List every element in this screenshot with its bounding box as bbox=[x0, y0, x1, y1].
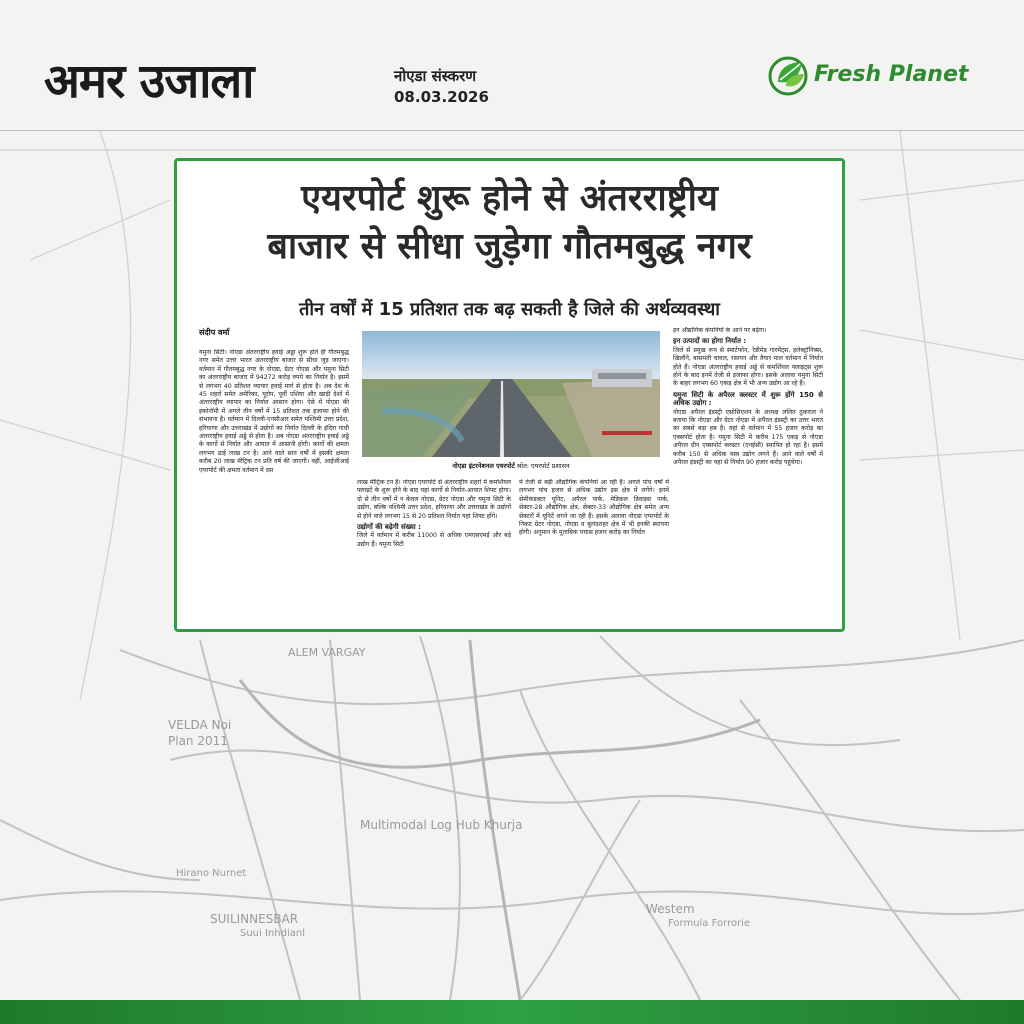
newspaper-masthead: अमर उजाला bbox=[44, 54, 254, 109]
column-2-text-a: लाख मीट्रिक टन है। नोएडा एयरपोर्ट से अंतरराष्ट्रीय शहरों में कमर्शियल फ्लाइटें के शुरू होने के बाद यहां कार्गो से निर्यात-आयात शिफ्ट होगा। दो से तीन वर्षों में न केवल नोएडा, ग्रेटर नोएडा और यमुना सिटी के उद्योग, बल्कि पश्चिमी उत्तर प्रदेश, हरियाणा और उत्तराखंड के उद्योगों से होने वाले लगभग 15 से 20 प्रतिशत निर्यात यहां शिफ्ट होंगे। bbox=[357, 479, 511, 520]
column-4-text-c: नोएडा अपैरल इंडस्ट्री एसोसिएशन के अध्यक्ष ललित ठुकराल ने बताया कि नोएडा और ग्रेटर नोएडा में अपैरल इंडस्ट्री का उत्तर भारत का सबसे बड़ा हब है। यहां से वर्तमान में 55 हजार करोड़ का एक्सपोर्ट होता है। यमुना सिटी में करीब 175 एकड़ से नोएडा अपैरल ग्रीन एक्सपोर्ट क्लस्टर (एनईसी) स्थापित हो रहा है। इसमें करीब 150 से अधिक वस्त्र उद्योग लगने हैं। आने वाले वर्षों में अपैरल इंडस्ट्री का यहां से निर्यात 90 हजार करोड़ पहुंचेगा। bbox=[673, 408, 823, 467]
brand-name: Fresh Planet bbox=[814, 62, 969, 87]
photo-caption bbox=[362, 459, 660, 473]
column-2-text-b: जिले में वर्तमान में करीब 11000 से अधिक एमएसएमई और बड़े उद्योग हैं। यमुना सिटी bbox=[357, 532, 511, 548]
map-label: VELDA Noi bbox=[168, 718, 232, 732]
map-label: Hirano Nurnet bbox=[176, 868, 247, 879]
article-subheadline: तीन वर्षों में 15 प्रतिशत तक बढ़ सकती है जिले की अर्थव्यवस्था bbox=[299, 299, 720, 320]
headline-line-1: एयरपोर्ट शुरू होने से अंतरराष्ट्रीय bbox=[301, 178, 718, 219]
photo-credit: स्रोत: एयरपोर्ट प्रशासन bbox=[516, 462, 570, 470]
news-clipping bbox=[174, 158, 845, 632]
map-label: SUILINNESBAR bbox=[210, 912, 299, 926]
column-4-text-b: जिले से प्रमुख रूप से स्मार्टफोन, रेडीमेड गारमेंट्स, इलेक्ट्रॉनिक्स, खिलौने, बासमती चावल, रसायन और तैयार माल वर्तमान में निर्यात होते हैं। नोएडा अंतरराष्ट्रीय हवाई अड्डे से कमर्शियल फ्लाइट्स शुरू होने के बाद इनमें तेजी से इजाफा होगा। इसके अलावा यमुना सिटी के बाहर लगभग 60 एकड़ क्षेत्र में भी अन्य उद्योग आ रहे हैं। bbox=[673, 346, 823, 388]
page-header bbox=[0, 0, 1024, 135]
article-byline: संदीप वर्मा bbox=[199, 328, 230, 337]
map-label: Formula Forrorie bbox=[668, 918, 751, 929]
section-heading-exports: इन उत्पादों का होगा निर्यात : bbox=[673, 337, 747, 346]
section-heading-apparel-cluster: यमुना सिटी के अपैरल क्लस्टर में शुरू होंगे 150 से अधिक उद्योग : bbox=[673, 390, 823, 408]
header-divider bbox=[0, 130, 1024, 131]
airport-runway-image bbox=[362, 331, 660, 457]
headline-line-2: बाजार से सीधा जुड़ेगा गौतमबुद्ध नगर bbox=[267, 226, 752, 267]
article-column-2 bbox=[357, 479, 511, 617]
edition-label: नोएडा संस्करण bbox=[394, 67, 477, 85]
airport-photo bbox=[362, 331, 660, 457]
edition-date: 08.03.2026 bbox=[394, 88, 489, 106]
article-column-1: यमुना सिटी। नोएडा अंतरराष्ट्रीय हवाई अड्डा शुरू होते ही गौतमबुद्ध नगर समेत उत्तर भारत अंतरराष्ट्रीय बाजार से सीधा जुड़ जाएगा। वर्तमान में गौतमबुद्ध नगर के नोएडा, ग्रेटर नोएडा और यमुना सिटी का अंतरराष्ट्रीय बाजार में 94272 करोड़ रुपये का निर्यात है। इसमें से लगभग 40 प्रतिशत व्यापार हवाई मार्ग से होता है। अब देश के 45 शहरों समेत अमेरिका, यूरोप, पूर्वी एशिया और खाड़ी देशों में अंतरराष्ट्रीय व्यापार का निर्यात आसान होगा। ऐसे में नोएडा की इकोनॉमी में अगले तीन वर्षों में 15 प्रतिशत तक इजाफा होने की संभावना है। वर्तमान में दिल्ली-एनसीआर समेत पश्चिमी उत्तर प्रदेश, हरियाणा और उत्तराखंड में उद्योगों का निर्यात दिल्ली के इंदिरा गांधी अंतरराष्ट्रीय हवाई अड्डे से होता है। अब नोएडा अंतरराष्ट्रीय हवाई अड्डे के कार्गो से निर्यात और आयात में आसानी होगी। कार्गो की क्षमता लगभग ढाई लाख टन है। आने वाले सात वर्षों में इसकी क्षमता करीब 20 लाख मीट्रिक टन प्रति वर्ष की जाएगी। वहीं, आईजीआई एयरपोर्ट की क्षमता वर्तमान में दस bbox=[199, 349, 349, 474]
brand-logo bbox=[766, 52, 1006, 102]
footer-green-bar bbox=[0, 1000, 1024, 1024]
map-label: ALEM VARGAY bbox=[288, 646, 366, 659]
map-label: Westem bbox=[646, 902, 695, 916]
column-4-text-a: इन औद्योगिक कंपनियों के आने पर बढ़ेगा। bbox=[673, 327, 767, 334]
article-column-4 bbox=[673, 327, 823, 615]
article-column-3: में तेजी से बड़ी औद्योगिक कंपनियां आ रही हैं। अगले पांच वर्षों में लगभग पांच हजार से अधिक उद्योग इस क्षेत्र में लगेंगे। इनमें सेमीकंडक्टर यूनिट, अपैरल पार्क, मेडिकल डिवाइस पार्क, सेक्टर-28 औद्योगिक क्षेत्र, सेक्टर-33 औद्योगिक क्षेत्र समेत अन्य सेक्टरों में यूनिटें लगने जा रही हैं। इसके अलावा नोएडा एयरपोर्ट के निकट ग्रेटर नोएडा, नोएडा व बुलंदशहर क्षेत्र में भी इनकी स्थापना होगी। अनुमान के मुताबिक पचास हजार करोड़ का निर्यात bbox=[519, 479, 669, 537]
photo-caption-title: नोएडा इंटरनेशनल एयरपोर्ट bbox=[452, 462, 515, 470]
map-label: Plan 2011 bbox=[168, 734, 228, 748]
leaf-icon bbox=[766, 52, 812, 98]
article-headline bbox=[177, 175, 842, 271]
map-label: Multimodal Log Hub Khurja bbox=[360, 818, 523, 832]
section-heading-industries: उद्योगों की बढ़ेगी संख्या : bbox=[357, 523, 421, 532]
map-label: Suui Inhdianl bbox=[240, 928, 305, 939]
